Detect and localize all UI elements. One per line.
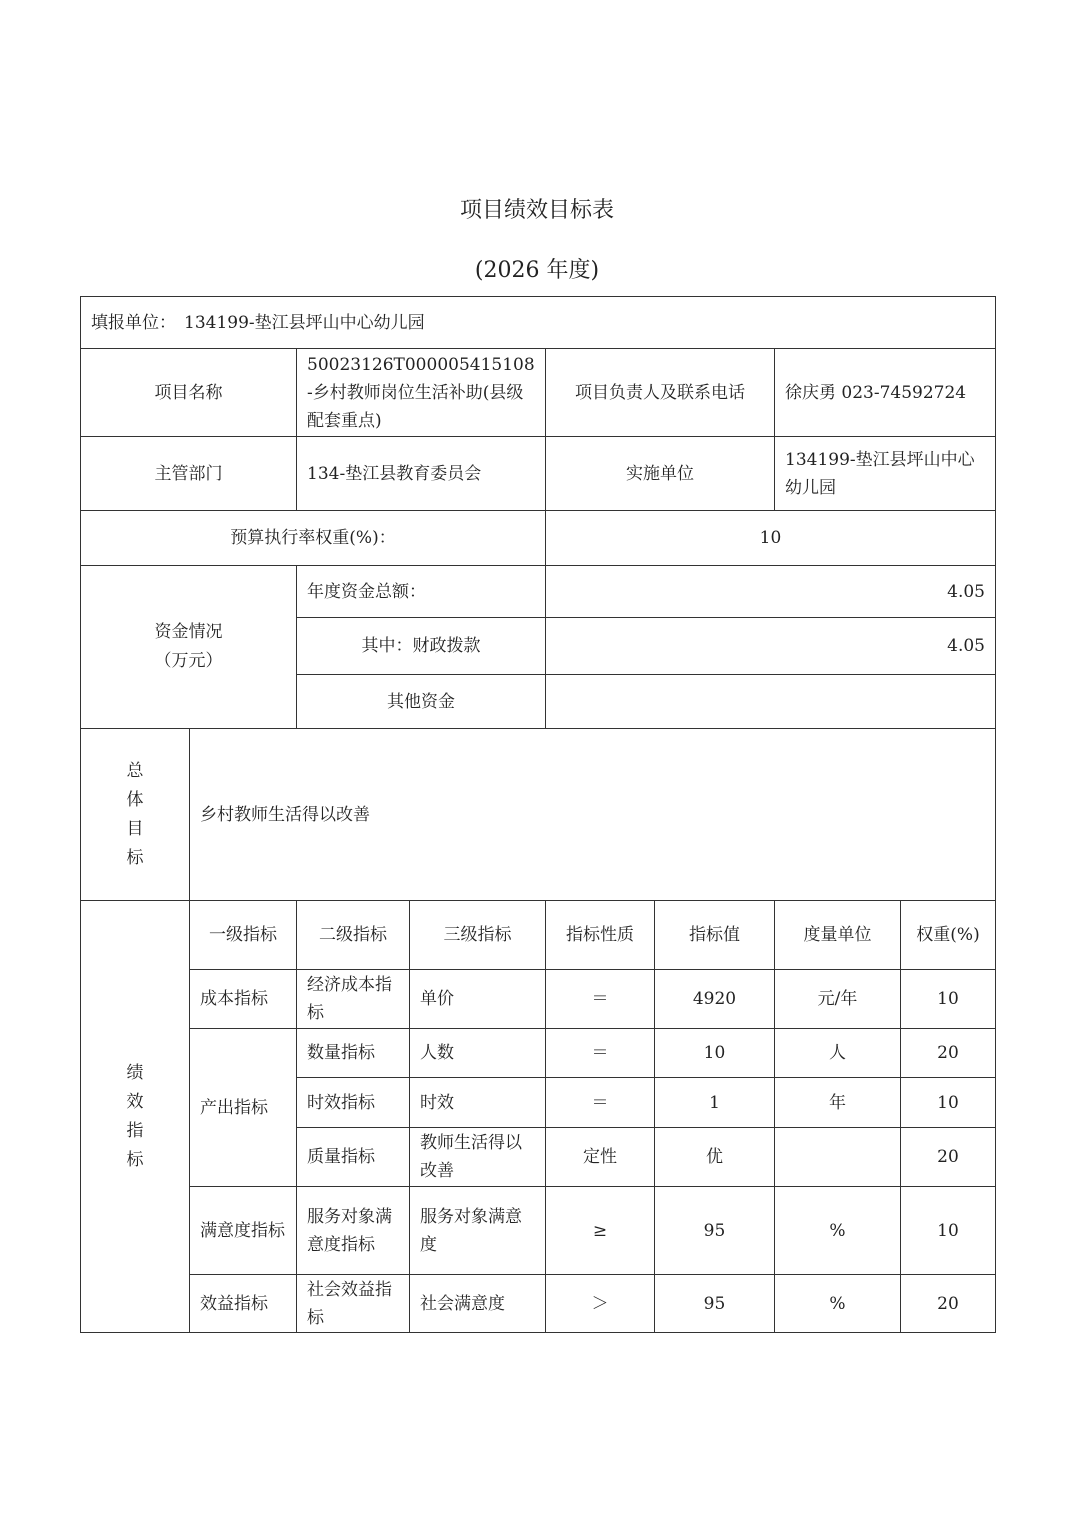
nature-cell: ＝	[545, 1028, 655, 1078]
unit-cell: 年	[774, 1077, 901, 1128]
unit-cell: %	[774, 1186, 901, 1275]
project-leader-value: 徐庆勇 023-74592724	[774, 348, 996, 437]
level3-cell: 教师生活得以改善	[409, 1127, 546, 1187]
project-name-value: 50023126T000005415108-乡村教师岗位生活补助(县级配套重点)	[296, 348, 546, 437]
column-header: 三级指标	[409, 900, 546, 970]
weight-cell: 10	[900, 969, 996, 1029]
nature-cell: ＝	[545, 1077, 655, 1128]
column-header: 权重(%)	[900, 900, 996, 970]
project-leader-label: 项目负责人及联系电话	[545, 348, 775, 437]
level2-cell: 社会效益指标	[296, 1274, 410, 1333]
reporting-unit-row	[80, 296, 996, 349]
page-subtitle: (2026 年度)	[474, 258, 600, 283]
level3-cell: 社会满意度	[409, 1274, 546, 1333]
funds-other-value	[545, 674, 996, 729]
column-header: 指标值	[654, 900, 775, 970]
level2-cell: 时效指标	[296, 1077, 410, 1128]
overall-goal-label-char: 标	[126, 847, 144, 868]
value-cell: 优	[654, 1127, 775, 1187]
implementing-unit-label: 实施单位	[545, 436, 775, 511]
value-cell: 1	[654, 1077, 775, 1128]
page-title: 项目绩效目标表	[459, 198, 614, 223]
funds-total-label: 年度资金总额：	[296, 565, 546, 618]
weight-cell: 20	[900, 1274, 996, 1333]
budget-weight-label: 预算执行率权重(%)：	[80, 510, 546, 566]
column-header: 一级指标	[189, 900, 297, 970]
project-name-label: 项目名称	[80, 348, 297, 437]
level2-cell: 数量指标	[296, 1028, 410, 1078]
level1-output: 产出指标	[189, 1028, 297, 1187]
indicators-label-char: 标	[126, 1149, 144, 1170]
funds-other-label: 其他资金	[296, 674, 546, 729]
funds-label-line2: （万元）	[154, 651, 223, 671]
overall-goal-label-char: 总	[126, 760, 144, 781]
level3-cell: 服务对象满意度	[409, 1186, 546, 1275]
overall-goal-label	[80, 728, 190, 901]
weight-cell: 10	[900, 1077, 996, 1128]
value-cell: 4920	[654, 969, 775, 1029]
level1-benefit: 效益指标	[189, 1274, 297, 1333]
unit-cell: 元/年	[774, 969, 901, 1029]
overall-goal-label-char: 目	[126, 818, 144, 839]
level1-satisfaction: 满意度指标	[189, 1186, 297, 1275]
level1-cost: 成本指标	[189, 969, 297, 1029]
indicators-label-char: 效	[126, 1091, 144, 1112]
column-header: 二级指标	[296, 900, 410, 970]
funds-label-line1: 资金情况	[154, 622, 223, 642]
level3-cell: 人数	[409, 1028, 546, 1078]
funds-fiscal-value: 4.05	[545, 617, 996, 675]
level2-cell: 质量指标	[296, 1127, 410, 1187]
reporting-unit-label: 填报单位：	[91, 312, 176, 333]
department-label: 主管部门	[80, 436, 297, 511]
funds-total-value: 4.05	[545, 565, 996, 618]
level3-cell: 时效	[409, 1077, 546, 1128]
level3-cell: 单价	[409, 969, 546, 1029]
nature-cell: 定性	[545, 1127, 655, 1187]
weight-cell: 10	[900, 1186, 996, 1275]
unit-cell: 人	[774, 1028, 901, 1078]
reporting-unit-value: 134199-垫江县坪山中心幼儿园	[184, 312, 425, 333]
budget-weight-value: 10	[545, 510, 996, 566]
department-value: 134-垫江县教育委员会	[296, 436, 546, 511]
indicators-label	[80, 900, 190, 1333]
nature-cell: ≥	[545, 1186, 655, 1275]
level2-cell: 经济成本指标	[296, 969, 410, 1029]
nature-cell: ＞	[545, 1274, 655, 1333]
overall-goal-label-char: 体	[126, 789, 144, 810]
value-cell: 10	[654, 1028, 775, 1078]
nature-cell: ＝	[545, 969, 655, 1029]
funds-fiscal-label: 其中：财政拨款	[296, 617, 546, 675]
indicators-label-char: 指	[126, 1120, 144, 1141]
value-cell: 95	[654, 1274, 775, 1333]
indicators-label-char: 绩	[126, 1062, 144, 1083]
level2-cell: 服务对象满意度指标	[296, 1186, 410, 1275]
unit-cell	[774, 1127, 901, 1187]
column-header: 度量单位	[774, 900, 901, 970]
overall-goal-value: 乡村教师生活得以改善	[189, 728, 996, 901]
funds-label	[80, 565, 297, 729]
value-cell: 95	[654, 1186, 775, 1275]
weight-cell: 20	[900, 1028, 996, 1078]
weight-cell: 20	[900, 1127, 996, 1187]
implementing-unit-value: 134199-垫江县坪山中心幼儿园	[774, 436, 996, 511]
unit-cell: %	[774, 1274, 901, 1333]
column-header: 指标性质	[545, 900, 655, 970]
